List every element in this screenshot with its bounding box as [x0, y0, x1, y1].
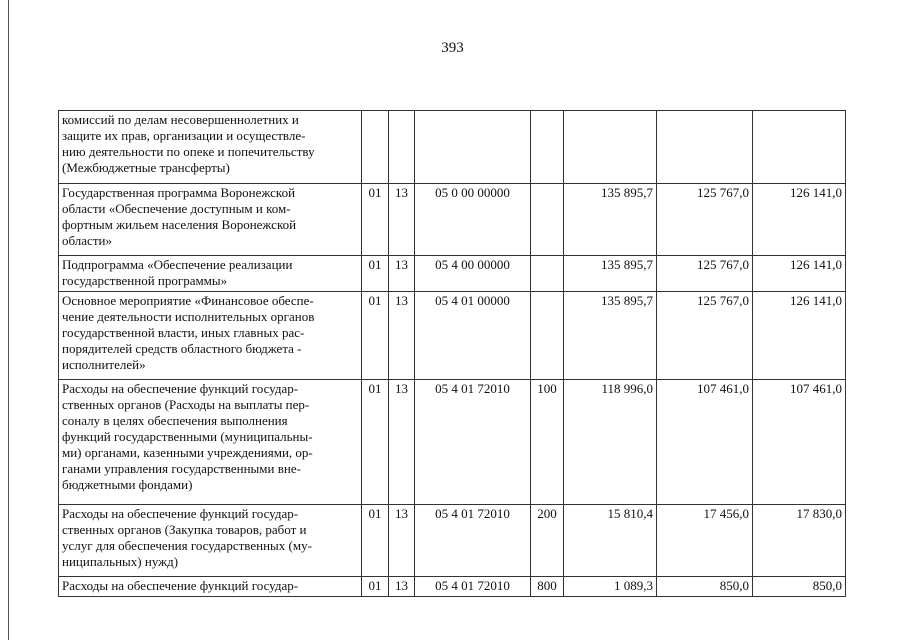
amount-year-3-cell: 126 141,0 — [753, 256, 846, 292]
expense-type-cell: 800 — [531, 577, 564, 597]
row-name-line: области «Обеспечение доступным и ком- — [62, 201, 291, 216]
amount-year-1-cell — [564, 111, 657, 184]
amount-year-1-cell: 135 895,7 — [564, 184, 657, 256]
section-cell: 01 — [362, 505, 389, 577]
row-name-line: услуг для обеспечения государственных (му- — [62, 538, 312, 553]
amount-year-2-cell: 850,0 — [657, 577, 753, 597]
table-row — [59, 380, 846, 505]
table-row — [59, 577, 846, 597]
row-name-line: Расходы на обеспечение функций государ- — [62, 506, 299, 521]
row-name-line: бюджетными фондами) — [62, 477, 193, 492]
row-name-line: фортным жильем населения Воронежской — [62, 217, 297, 232]
subsection-cell: 13 — [389, 380, 415, 505]
expense-type-cell — [531, 111, 564, 184]
row-name-line: комиссий по делам несовершеннолетних и — [62, 112, 299, 127]
target-article-cell: 05 4 01 72010 — [415, 380, 531, 505]
amount-year-1-cell: 15 810,4 — [564, 505, 657, 577]
row-name-cell — [59, 380, 362, 505]
row-name-cell — [59, 184, 362, 256]
expense-type-cell — [531, 184, 564, 256]
row-name-cell — [59, 292, 362, 380]
target-article-cell — [415, 111, 531, 184]
table-row — [59, 292, 846, 380]
row-name-cell — [59, 111, 362, 184]
row-name-line: Государственная программа Воронежской — [62, 185, 296, 200]
amount-year-2-cell: 125 767,0 — [657, 184, 753, 256]
row-name-line: Расходы на обеспечение функций государ- — [62, 381, 299, 396]
row-name-cell — [59, 577, 362, 597]
amount-year-2-cell: 17 456,0 — [657, 505, 753, 577]
expense-type-cell: 100 — [531, 380, 564, 505]
row-name-cell — [59, 505, 362, 577]
amount-year-1-cell: 135 895,7 — [564, 256, 657, 292]
row-name-line: защите их прав, организации и осуществле- — [62, 128, 306, 143]
expense-type-cell — [531, 292, 564, 380]
target-article-cell: 05 4 00 00000 — [415, 256, 531, 292]
amount-year-3-cell: 126 141,0 — [753, 184, 846, 256]
target-article-cell: 05 4 01 00000 — [415, 292, 531, 380]
subsection-cell: 13 — [389, 577, 415, 597]
page-edge-line — [8, 0, 9, 640]
amount-year-2-cell: 125 767,0 — [657, 292, 753, 380]
row-name-line: государственной программы» — [62, 273, 228, 288]
row-name-line: ниципальных) нужд) — [62, 554, 179, 569]
subsection-cell: 13 — [389, 292, 415, 380]
amount-year-2-cell: 125 767,0 — [657, 256, 753, 292]
row-name-line: ганами управления государственными вне- — [62, 461, 301, 476]
amount-year-3-cell: 107 461,0 — [753, 380, 846, 505]
row-name-line: (Межбюджетные трансферты) — [62, 160, 230, 175]
table-row — [59, 505, 846, 577]
row-name-line: Расходы на обеспечение функций государ- — [62, 578, 299, 593]
subsection-cell: 13 — [389, 256, 415, 292]
row-name-line: функций государственными (муниципальны- — [62, 429, 313, 444]
row-name-line: ми) органами, казенными учреждениями, ор- — [62, 445, 313, 460]
amount-year-3-cell: 850,0 — [753, 577, 846, 597]
row-name-line: исполнителей» — [62, 357, 146, 372]
amount-year-1-cell: 118 996,0 — [564, 380, 657, 505]
target-article-cell: 05 4 01 72010 — [415, 577, 531, 597]
subsection-cell: 13 — [389, 184, 415, 256]
table-row — [59, 111, 846, 184]
amount-year-2-cell — [657, 111, 753, 184]
section-cell: 01 — [362, 292, 389, 380]
row-name-line: Основное мероприятие «Финансовое обеспе- — [62, 293, 314, 308]
target-article-cell: 05 4 01 72010 — [415, 505, 531, 577]
row-name-line: области» — [62, 233, 112, 248]
row-name-line: Подпрограмма «Обеспечение реализации — [62, 257, 293, 272]
row-name-line: чение деятельности исполнительных органов — [62, 309, 315, 324]
amount-year-3-cell: 17 830,0 — [753, 505, 846, 577]
expense-type-cell: 200 — [531, 505, 564, 577]
section-cell — [362, 111, 389, 184]
amount-year-3-cell: 126 141,0 — [753, 292, 846, 380]
section-cell: 01 — [362, 577, 389, 597]
amount-year-1-cell: 1 089,3 — [564, 577, 657, 597]
row-name-cell — [59, 256, 362, 292]
target-article-cell: 05 0 00 00000 — [415, 184, 531, 256]
table-row — [59, 184, 846, 256]
section-cell: 01 — [362, 256, 389, 292]
row-name-line: государственной власти, иных главных рас- — [62, 325, 305, 340]
amount-year-1-cell: 135 895,7 — [564, 292, 657, 380]
amount-year-2-cell: 107 461,0 — [657, 380, 753, 505]
table-row — [59, 256, 846, 292]
amount-year-3-cell — [753, 111, 846, 184]
subsection-cell: 13 — [389, 505, 415, 577]
expense-type-cell — [531, 256, 564, 292]
row-name-line: нию деятельности по опеке и попечительству — [62, 144, 315, 159]
row-name-line: порядителей средств областного бюджета - — [62, 341, 302, 356]
subsection-cell — [389, 111, 415, 184]
row-name-line: ственных органов (Расходы на выплаты пер- — [62, 397, 310, 412]
section-cell: 01 — [362, 184, 389, 256]
page-number: 393 — [441, 40, 464, 56]
section-cell: 01 — [362, 380, 389, 505]
row-name-line: ственных органов (Закупка товаров, работ и — [62, 522, 307, 537]
row-name-line: соналу в целях обеспечения выполнения — [62, 413, 288, 428]
budget-table — [58, 110, 846, 597]
